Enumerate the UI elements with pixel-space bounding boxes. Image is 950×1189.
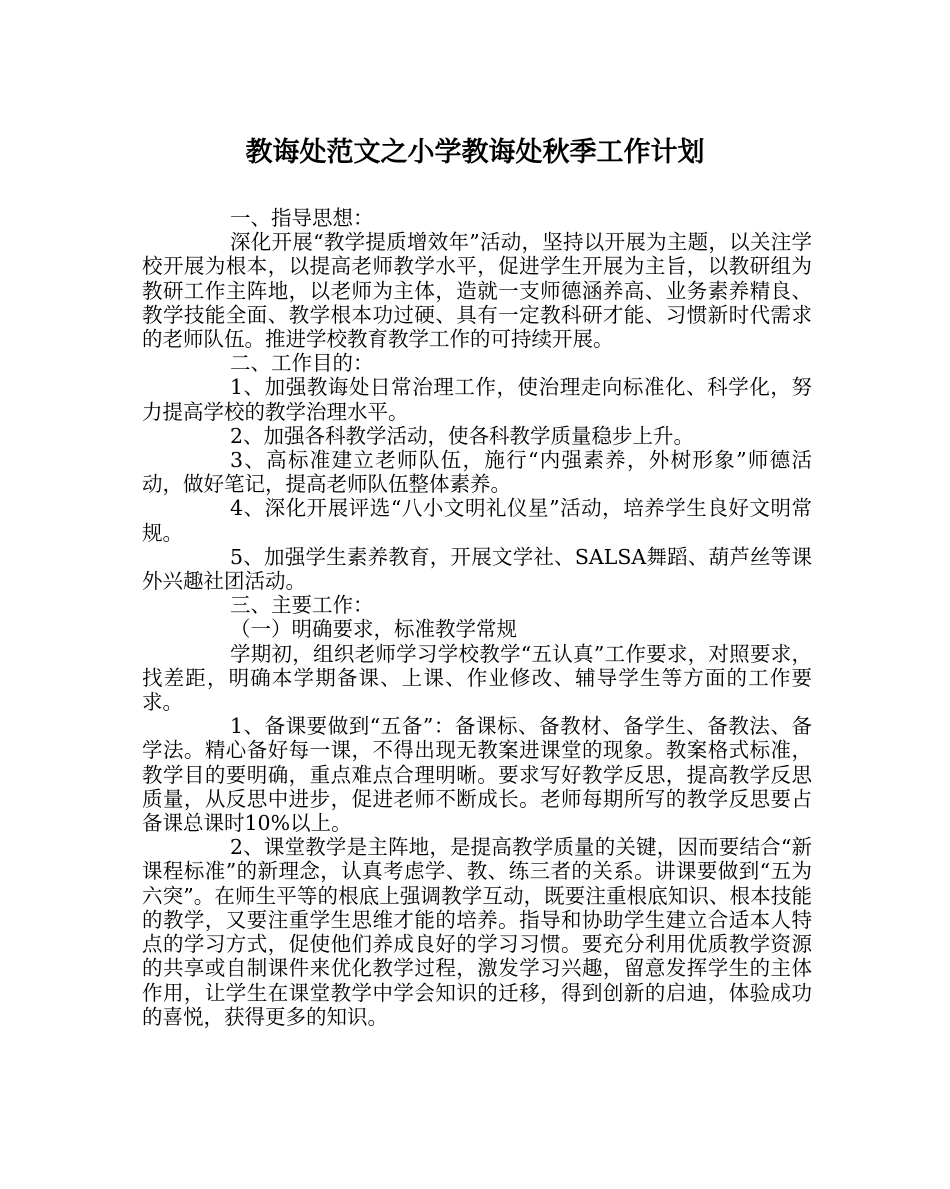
subsection-heading-1: （一）明确要求，标准教学常规 <box>230 617 517 642</box>
goal-item-2: 2、加强各科教学活动，使各科教学质量稳步上升。 <box>230 423 695 448</box>
paragraph-classroom-teaching: 2、课堂教学是主阵地，是提高教学质量的关键，因而要结合“新课程标准”的新理念，认真考虑学、教、练三者的关系。讲课要做到“五为六突”。在师生平等的根底上强调教学互动，既要注重根底知识、根本技能的教学，又要注重学生思维才能的培养。指导和协助学生建立合适本人特点的学习方式，促使他们养成良好的学习习惯。要充分利用优质教学资源的共享或自制课件来优化教学过程，激发学习兴趣，留意发挥学生的主体作用，让学生在课堂教学中学会知识的迁移，得到创新的启迪，体验成功的喜悦，获得更多的知识。 <box>142 835 812 1029</box>
goal-item-1: 1、加强教诲处日常治理工作，使治理走向标准化、科学化，努力提高学校的教学治理水平。 <box>142 375 812 424</box>
paragraph-lesson-prep: 1、备课要做到“五备”：备课标、备教材、备学生、备教法、备学法。精心备好每一课，不得出现无教案进课堂的现象。教案格式标准，教学目的要明确，重点难点合理明晰。要求写好教学反思，提高教学反思质量，从反思中进步，促进老师不断成长。老师每期所写的教学反思要占备课总课时10%以上。 <box>142 714 812 836</box>
document-body <box>142 206 812 1029</box>
section-heading-work-goals: 二、工作目的： <box>230 351 374 376</box>
document-title: 教诲处范文之小学教诲处秋季工作计划 <box>245 137 705 168</box>
paragraph-guiding-thought: 深化开展“教学提质增效年”活动，坚持以开展为主题，以关注学校开展为根本，以提高老师教学水平，促进学生开展为主旨，以教研组为教研工作主阵地，以老师为主体，造就一支师德涵养高、业务素养精良、教学技能全面、教学根本功过硬、具有一定教科研才能、习惯新时代需求的老师队伍。推进学校教育教学工作的可持续开展。 <box>142 230 812 352</box>
goal-item-5: 5、加强学生素养教育，开展文学社、SALSA舞蹈、葫芦丝等课外兴趣社团活动。 <box>142 544 812 594</box>
section-heading-guiding-thought: 一、指导思想： <box>230 206 374 230</box>
paragraph-semester-start: 学期初，组织老师学习学校教学“五认真”工作要求，对照要求，找差距，明确本学期备课、上课、作业修改、辅导学生等方面的工作要求。 <box>142 641 812 715</box>
goal-item-4: 4、深化开展评选“八小文明礼仪星”活动，培养学生良好文明常规。 <box>142 496 812 545</box>
goal-item-3: 3、高标准建立老师队伍，施行“内强素养，外树形象”师德活动，做好笔记，提高老师队伍整体素养。 <box>142 448 812 497</box>
section-heading-main-work: 三、主要工作： <box>230 593 374 618</box>
